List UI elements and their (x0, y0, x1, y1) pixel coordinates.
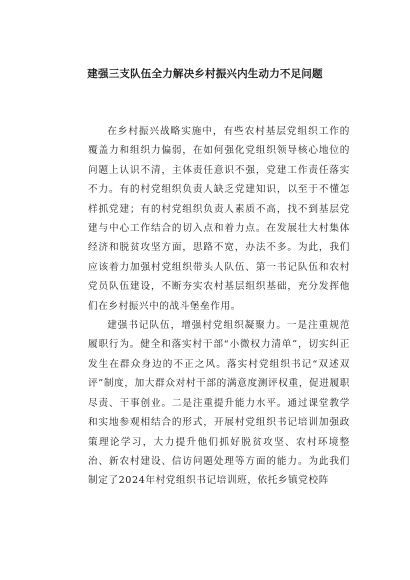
body-paragraph-2: 建强书记队伍，增强村党组织凝聚力。一是注重规范履职行为。健全和落实村干部“小微权力清单”，切实纠正发生在群众身边的不正之风。落实村党组织书记“双述双评”制度，加大群众对村干部的满意度测评权重，促进履职尽责、干事创业。二是注重提升能力水平。通过课堂教学和实地参观相结合的形式，开展村党组织书记培训加强政策理论学习，大力提升他们抓好脱贫攻坚、农村环境整治、新农村建设、信访问题处理等方面的能力。为此我们制定了2024年村党组织书记培训班，依托乡镇党校阵 (88, 320, 350, 487)
document-body (88, 122, 350, 491)
document-title: 建强三支队伍全力解决乡村振兴内生动力不足问题 (87, 68, 323, 80)
body-paragraph-1: 在乡村振兴战略实施中，有些农村基层党组织工作的覆盖力和组织力偏弱，在如何强化党组织领导核心地位的问题上认识不清，主体责任意识不强，党建工作责任落实不力。有的村党组织负责人缺乏党建知识，以至于不懂怎样抓党建；有的村党组织负责人素质不高，找不到基层党建与中心工作结合的切入点和着力点。在发展壮大村集体经济和脱贫攻坚方面，思路不宽，办法不多。为此，我们应该着力加强村党组织带头人队伍、第一书记队伍和农村党员队伍建设，不断夯实农村基层组织基础，充分发挥他们在乡村振兴中的战斗堡垒作用。 (88, 126, 350, 312)
